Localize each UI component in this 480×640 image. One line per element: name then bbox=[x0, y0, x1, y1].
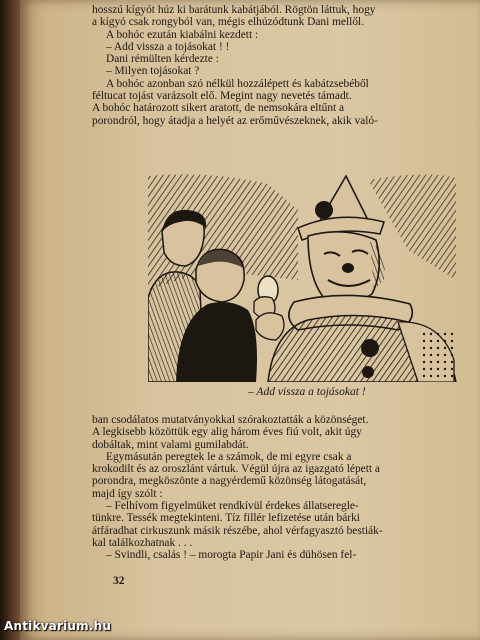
text-line: kal találkozhatnak . . . bbox=[92, 536, 193, 549]
text-line: krokodilt és az oroszlánt vártuk. Végül újra az igazgató lépett a bbox=[92, 463, 380, 476]
book-page bbox=[20, 0, 480, 640]
text-line: hosszú kígyót húz ki barátunk kabátjából. Rögtön láttuk, hogy bbox=[92, 4, 376, 16]
text-line: átfáradhat cirkuszunk másik részébe, ahol vérfagyasztó bestiák- bbox=[92, 524, 383, 537]
book-spine-shadow bbox=[0, 0, 22, 640]
text-line: – Milyen tojásokat ? bbox=[106, 65, 200, 78]
text-line: ban csodálatos mutatványokkal szórakoztatták a közönséget. bbox=[92, 414, 369, 426]
text-line: a kígyó csak rongyból van, mégis elhúzódtunk Dani mellől. bbox=[92, 16, 365, 29]
text-line: féltucat tojást varázsolt elő. Megint nagy nevetés támadt. bbox=[92, 90, 352, 103]
text-line: porondra, megköszönte a nagyérdemű közönség látogatását, bbox=[92, 475, 367, 488]
text-line: A legkisebb közöttük egy alig három éves fiú volt, akit úgy bbox=[92, 426, 362, 439]
text-line: Egymásután peregtek le a számok, de mi egyre csak a bbox=[106, 450, 352, 463]
illustration-caption: – Add vissza a tojásokat ! bbox=[248, 386, 366, 398]
text-line: A bohóc határozott sikert aratott, de nemsokára eltűnt a bbox=[92, 102, 345, 115]
text-line: – Felhívom figyelmüket rendkívül érdekes állatseregle- bbox=[106, 500, 359, 513]
text-line: – Add vissza a tojásokat ! ! bbox=[106, 40, 230, 53]
text-line: tünkre. Tessék megtekinteni. Tíz fillér lefizetése után bárki bbox=[92, 512, 360, 525]
text-line: Dani rémülten kérdezte : bbox=[106, 53, 219, 66]
text-line: majd így szólt : bbox=[92, 487, 163, 500]
body-text-bottom bbox=[92, 414, 478, 562]
text-line: – Svindli, csalás ! – morogta Papir Jani és dühösen fel- bbox=[106, 549, 357, 562]
body-text-top bbox=[92, 4, 478, 127]
text-line: A bohóc ezután kiabálni kezdett : bbox=[106, 28, 259, 41]
text-line: A bohóc azonban szó nélkül hozzálépett és kabátzsebéből bbox=[106, 77, 369, 90]
text-line: dobáltak, mint valami gumilabdát. bbox=[92, 438, 249, 451]
page-number: 32 bbox=[113, 575, 125, 587]
clown-illustration bbox=[148, 170, 458, 382]
watermark-text: Antikvarium.hu bbox=[4, 619, 112, 633]
text-line: porondról, hogy átadja a helyét az erőművészeknek, akik való- bbox=[92, 114, 378, 127]
